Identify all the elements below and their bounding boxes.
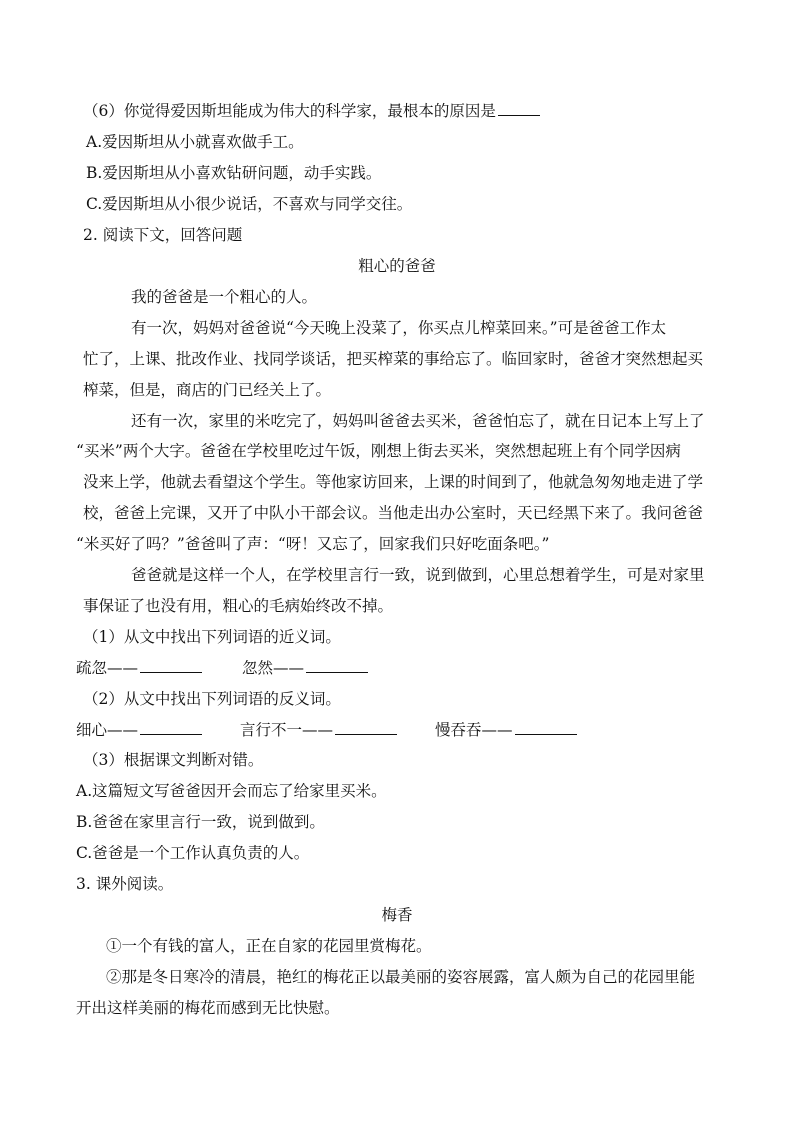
answer-blank (140, 720, 202, 735)
q3-option-c: C.爸爸是一个工作认真负责的人。 (76, 844, 310, 862)
q2-item: 细心—— (76, 721, 139, 739)
q6-option-c: C.爱因斯坦从小很少说话，不喜欢与同学交往。 (86, 195, 413, 213)
passage-line: 我的爸爸是一个粗心的人。 (131, 288, 318, 306)
answer-blank (140, 658, 202, 673)
passage-line: 开出这样美丽的梅花而感到无比快慰。 (76, 999, 340, 1017)
section3-title: 梅香 (381, 906, 413, 924)
passage-line: 还有一次，家里的米吃完了，妈妈叫爸爸去买米，爸爸怕忘了，就在日记本上写上了 (131, 412, 705, 430)
passage-line: ①一个有钱的富人，正在自家的花园里赏梅花。 (106, 937, 432, 955)
passage-line: 忙了，上课、批改作业、找同学谈话，把买榨菜的事给忘了。临回家时，爸爸才突然想起买 (83, 350, 704, 368)
q3-option-a: A.这篇短文写爸爸因开会而忘了给家里买米。 (76, 782, 387, 800)
q1-item: 疏忽—— (76, 659, 139, 677)
q6-question: （6）你觉得爱因斯坦能成为伟大的科学家，最根本的原因是 (83, 101, 540, 121)
q6-option-a: A.爱因斯坦从小就喜欢做手工。 (86, 133, 304, 151)
passage-line: 校，爸爸上完课，又开了中队小干部会议。当他走出办公室时，天已经黑下来了。我问爸爸 (83, 504, 704, 522)
answer-blank (515, 720, 577, 735)
passage-line: 没来上学，他就去看望这个学生。等他家访回来，上课的时间到了，他就急匆匆地走进了学 (83, 473, 704, 491)
answer-blank (306, 658, 368, 673)
passage-line: 爸爸就是这样一个人，在学校里言行一致，说到做到，心里总想着学生，可是对家里 (131, 566, 705, 584)
passage-line: “买米”两个大字。爸爸在学校里吃过午饭，刚想上街去买米，突然想起班上有个同学因病 (76, 442, 681, 460)
q2-items (76, 720, 577, 740)
q1-item: 忽然—— (242, 659, 305, 677)
q2-prompt: （2）从文中找出下列词语的反义词。 (83, 690, 341, 708)
section2-heading: 2. 阅读下文，回答问题 (83, 226, 243, 244)
passage-line: ②那是冬日寒冷的清晨，艳红的梅花正以最美丽的姿容展露，富人颇为自己的花园里能 (106, 968, 696, 986)
q3-prompt: （3）根据课文判断对错。 (83, 751, 264, 769)
q1-prompt: （1）从文中找出下列词语的近义词。 (83, 628, 341, 646)
q2-item: 慢吞吞—— (435, 721, 513, 739)
section2-title: 粗心的爸爸 (358, 257, 436, 275)
passage-line: 有一次，妈妈对爸爸说“今天晚上没菜了，你买点儿榨菜回来。”可是爸爸工作太 (131, 319, 667, 337)
q2-item: 言行不一—— (240, 721, 334, 739)
section3-heading: 3. 课外阅读。 (76, 875, 174, 893)
passage-line: “米买好了吗？”爸爸叫了声：“呀！又忘了，回家我们只好吃面条吧。” (76, 535, 550, 553)
q6-option-b: B.爱因斯坦从小喜欢钻研问题，动手实践。 (86, 164, 382, 182)
answer-blank (498, 101, 540, 116)
q3-option-b: B.爸爸在家里言行一致，说到做到。 (76, 813, 325, 831)
passage-line: 榨菜，但是，商店的门已经关上了。 (83, 381, 332, 399)
passage-line: 事保证了也没有用，粗心的毛病始终改不掉。 (83, 597, 394, 615)
answer-blank (335, 720, 397, 735)
q1-items (76, 658, 368, 678)
